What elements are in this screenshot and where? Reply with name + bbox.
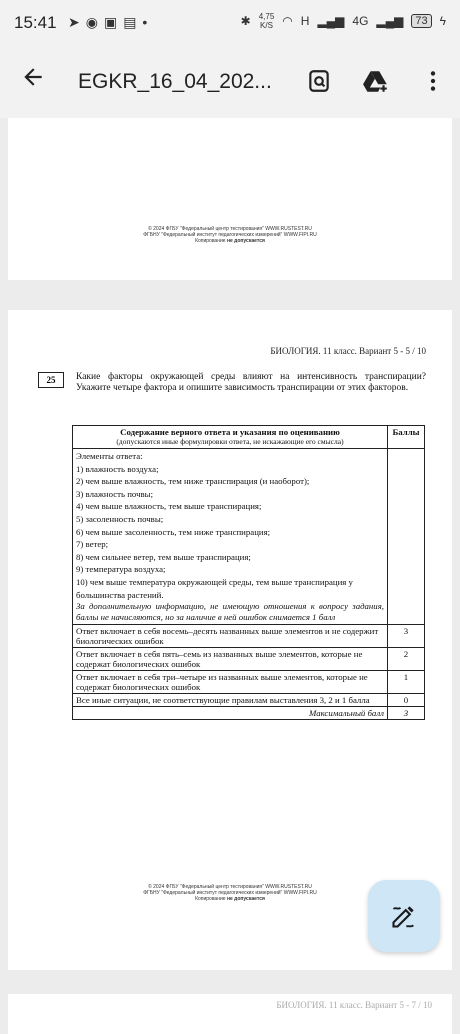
speed-unit: K/S xyxy=(260,21,273,30)
note-text: За дополнительную информацию, не имеющую отношения к вопросу задания, баллы не начисляются, но за наличие в ней ошибок снимается 1 балл xyxy=(76,601,384,623)
table-row xyxy=(73,648,425,671)
drive-add-icon[interactable] xyxy=(362,68,388,94)
bluetooth-icon: ✱ xyxy=(240,14,251,28)
table-row xyxy=(73,625,425,648)
answer-element: 3) влажность почвы; xyxy=(76,488,154,499)
answer-element: 1) влажность воздуха; xyxy=(76,463,159,474)
question-text: Какие факторы окружающей среды влияют на интенсивность транспирации? Укажите четыре фактора и опишите зависимость транспирации от этих факторов. xyxy=(76,372,426,393)
pdf-page-previous xyxy=(8,118,452,280)
answer-element: 2) чем выше влажность, тем ниже транспирация (и наоборот); xyxy=(76,476,310,487)
max-score-row xyxy=(73,707,425,720)
grading-table xyxy=(72,425,425,720)
document-title: EGKR_16_04_202... xyxy=(78,70,272,93)
footer-bold: не допускается xyxy=(226,896,265,902)
footer-line: ФГБНУ "Федеральный институт педагогических измерений" WWW.FIPI.RU xyxy=(143,232,317,238)
answer-elements-cell xyxy=(73,449,388,625)
app-bar xyxy=(0,46,460,118)
footer-text: Копирование xyxy=(195,238,227,244)
lte-label: 4G xyxy=(352,14,369,28)
max-score-label: Максимальный балл xyxy=(73,707,388,720)
max-score-value: 3 xyxy=(388,707,425,720)
criterion-text: Ответ включает в себя восемь–десять названных выше элементов и не содержит биологических ошибок xyxy=(73,625,388,648)
answer-element: 5) засоленность почвы; xyxy=(76,513,164,524)
pdf-page-next xyxy=(8,994,452,1034)
answer-elements-list xyxy=(76,450,384,601)
status-time: 15:41 xyxy=(14,13,57,32)
telegram-icon: ➤ xyxy=(68,14,86,30)
wifi-icon: ◠ xyxy=(282,14,293,28)
task-number: 25 xyxy=(38,372,64,388)
signal-icon: ▂▄▆ xyxy=(317,14,345,28)
table-header-row xyxy=(73,426,425,449)
page-header: БИОЛОГИЯ. 11 класс. Вариант 5 - 7 / 10 xyxy=(276,1000,432,1010)
notification-icons xyxy=(68,14,153,31)
battery-indicator: 73 xyxy=(411,14,431,28)
footer-bold: не допускается xyxy=(226,238,265,244)
status-bar xyxy=(0,0,460,46)
criterion-score: 3 xyxy=(388,625,425,648)
edit-annotate-button[interactable] xyxy=(368,880,440,952)
footer-line: © 2024 ФГБУ "Федеральный центр тестирования" WWW.RUSTEST.RU xyxy=(148,884,312,890)
google-lens-icon[interactable] xyxy=(306,68,332,94)
network-type: H xyxy=(300,14,310,28)
answer-element: 4) чем выше влажность, тем выше транспирация; xyxy=(76,501,262,512)
criterion-text: Ответ включает в себя пять–семь из названных выше элементов, которые не содержат биологических ошибок xyxy=(73,648,388,671)
charging-icon: ϟ xyxy=(439,14,446,28)
criterion-score: 2 xyxy=(388,648,425,671)
criterion-score: 0 xyxy=(388,694,425,707)
speed-value: 4,75 xyxy=(258,12,275,21)
network-speed xyxy=(259,12,275,30)
footer-line xyxy=(8,238,452,244)
vk-icon: ▣ xyxy=(103,14,124,30)
page-header: БИОЛОГИЯ. 11 класс. Вариант 5 - 5 / 10 xyxy=(270,346,426,356)
table-row xyxy=(73,694,425,707)
criterion-text: Все иные ситуации, не соответствующие правилам выставления 3, 2 и 1 балла xyxy=(73,694,388,707)
dot-icon: • xyxy=(142,14,154,30)
answer-element: Элементы ответа: xyxy=(76,451,143,461)
table-row xyxy=(73,671,425,694)
signal-icon-2: ▂▄▆ xyxy=(376,14,404,28)
table-header-content xyxy=(73,426,388,449)
empty-score-cell xyxy=(388,449,425,625)
answer-element: 10) чем выше температура окружающей среды, тем выше транспирация у большинства растений. xyxy=(76,576,353,600)
footer-line: ФГБНУ "Федеральный институт педагогических измерений" WWW.FIPI.RU xyxy=(143,890,317,896)
calendar-icon: ▤ xyxy=(123,14,143,30)
arrow-left-icon[interactable] xyxy=(20,64,46,97)
criterion-score: 1 xyxy=(388,671,425,694)
page-footer xyxy=(8,226,452,244)
header-title: Содержание верного ответа и указания по оцениванию xyxy=(120,427,340,437)
table-header-score: Баллы xyxy=(388,426,425,449)
criterion-text: Ответ включает в себя три–четыре из названных выше элементов, которые не содержат биологических ошибок xyxy=(73,671,388,694)
more-vert-icon[interactable] xyxy=(420,68,446,94)
answer-element: 9) температура воздуха; xyxy=(76,564,166,575)
edit-annotate-icon xyxy=(390,902,418,930)
answer-element: 7) ветер; xyxy=(76,539,109,550)
sync-icon: ◉ xyxy=(85,14,104,30)
status-right xyxy=(241,12,446,30)
answer-element: 8) чем сильнее ветер, тем выше транспирация; xyxy=(76,551,251,562)
answer-element: 6) чем выше засоленность, тем ниже транспирация; xyxy=(76,526,271,537)
header-subtitle: (допускаются иные формулировки ответа, не искажающие его смысла) xyxy=(116,437,344,446)
footer-line: © 2024 ФГБУ "Федеральный центр тестирования" WWW.RUSTEST.RU xyxy=(148,226,312,232)
footer-text: Копирование xyxy=(195,896,227,902)
table-row xyxy=(73,449,425,625)
pdf-page-current xyxy=(8,310,452,970)
